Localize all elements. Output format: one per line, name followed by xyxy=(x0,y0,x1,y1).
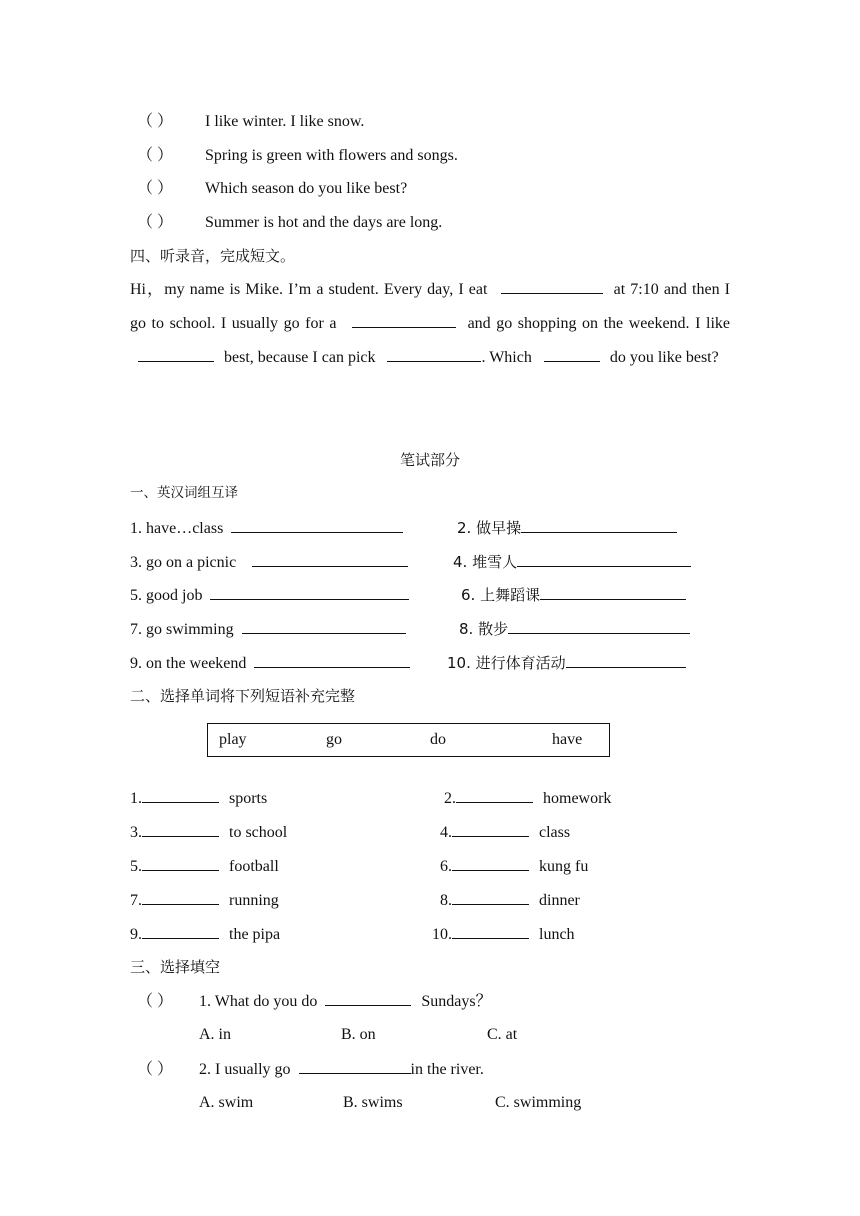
choice-option[interactable]: A. swim xyxy=(199,1094,254,1111)
cloze-text: . Which xyxy=(481,349,532,366)
choice-option[interactable]: C. swimming xyxy=(495,1094,582,1111)
fill-item xyxy=(440,822,570,843)
phrase-text: 9. on the weekend xyxy=(130,655,247,672)
cloze-text: at 7:10 and then I go to school. I usually go for a xyxy=(130,281,731,332)
phrase-text: 3. go on a picnic xyxy=(130,554,237,571)
translation-item xyxy=(459,619,690,640)
answer-blank[interactable] xyxy=(566,653,686,668)
section-heading: 三、选择填空 xyxy=(130,958,221,976)
translation-item xyxy=(130,552,408,573)
answer-paren[interactable]: （ ） xyxy=(137,1061,174,1078)
answer-blank[interactable] xyxy=(210,585,409,600)
statement-row xyxy=(137,146,458,166)
statement-text: Spring is green with flowers and songs. xyxy=(205,147,458,164)
section-heading: 二、选择单词将下列短语补充完整 xyxy=(130,687,356,705)
answer-paren[interactable]: （ ） xyxy=(137,993,174,1010)
item-number: 1. xyxy=(130,790,142,807)
phrase-text: lunch xyxy=(539,926,575,943)
cloze-blank[interactable] xyxy=(544,347,600,362)
phrase-text: the pipa xyxy=(229,926,281,943)
translation-item xyxy=(130,619,406,640)
answer-blank[interactable] xyxy=(452,822,529,837)
answer-blank[interactable] xyxy=(508,619,690,634)
translation-item xyxy=(130,585,409,606)
word-bank-item: play xyxy=(219,731,247,748)
phrase-text: 10. 进行体育活动 xyxy=(447,654,566,672)
answer-blank[interactable] xyxy=(142,856,219,871)
choice-option[interactable]: B. on xyxy=(341,1026,376,1043)
phrase-text: 7. go swimming xyxy=(130,621,234,638)
translation-item xyxy=(130,653,410,674)
phrase-text: 8. 散步 xyxy=(459,620,509,638)
answer-blank[interactable] xyxy=(456,788,533,803)
phrase-text: kung fu xyxy=(539,858,589,875)
statement-text: I like winter. I like snow. xyxy=(205,113,365,130)
item-number: 6. xyxy=(440,858,452,875)
translation-item xyxy=(447,653,686,674)
word-bank-item: have xyxy=(552,731,583,748)
answer-blank[interactable] xyxy=(452,924,529,939)
phrase-text: class xyxy=(539,824,571,841)
translation-item xyxy=(453,552,691,573)
answer-blank[interactable] xyxy=(142,822,219,837)
cloze-text: best, because I can pick xyxy=(224,349,376,366)
item-number: 7. xyxy=(130,892,142,909)
translation-item xyxy=(130,518,403,539)
section-heading: 一、英汉词组互译 xyxy=(130,485,238,501)
statement-text: Summer is hot and the days are long. xyxy=(205,214,443,231)
statement-row xyxy=(137,179,407,199)
answer-paren[interactable]: （ ） xyxy=(137,180,174,197)
cloze-text: and go shopping on the weekend. I like xyxy=(467,315,731,332)
item-number: 2. xyxy=(444,790,456,807)
translation-item xyxy=(461,585,686,606)
answer-blank[interactable] xyxy=(540,585,686,600)
answer-blank[interactable] xyxy=(242,619,406,634)
choice-option[interactable]: A. in xyxy=(199,1026,231,1043)
phrase-text: 6. 上舞蹈课 xyxy=(461,586,541,604)
answer-paren[interactable]: （ ） xyxy=(137,113,174,130)
section-heading: 四、听录音，完成短文。 xyxy=(130,247,296,265)
word-bank-box xyxy=(207,723,610,757)
cloze-blank[interactable] xyxy=(138,347,214,362)
phrase-text: sports xyxy=(229,790,268,807)
answer-blank[interactable] xyxy=(142,890,219,905)
answer-blank[interactable] xyxy=(452,890,529,905)
phrase-text: 4. 堆雪人 xyxy=(453,553,518,571)
item-number: 3. xyxy=(130,824,142,841)
choice-question xyxy=(137,991,492,1012)
phrase-text: to school xyxy=(229,824,288,841)
fill-item xyxy=(130,822,287,843)
word-bank-item: do xyxy=(430,731,446,748)
phrase-text: homework xyxy=(543,790,612,807)
item-number: 10. xyxy=(432,926,452,943)
statement-text: Which season do you like best? xyxy=(205,180,408,197)
question-text: in the river. xyxy=(410,1061,484,1078)
answer-blank[interactable] xyxy=(517,552,691,567)
answer-blank[interactable] xyxy=(142,924,219,939)
phrase-text: 1. have…class xyxy=(130,520,224,537)
answer-blank[interactable] xyxy=(521,518,677,533)
item-number: 4. xyxy=(440,824,452,841)
choice-option[interactable]: C. at xyxy=(487,1026,518,1043)
fill-item xyxy=(130,924,280,945)
answer-blank[interactable] xyxy=(325,991,411,1006)
fill-item xyxy=(444,788,611,809)
phrase-text: 2. 做早操 xyxy=(457,519,522,537)
cloze-paragraph xyxy=(130,273,730,375)
answer-blank[interactable] xyxy=(142,788,219,803)
cloze-text: do you like best? xyxy=(609,349,719,366)
question-text: 2. I usually go xyxy=(199,1061,291,1078)
answer-paren[interactable]: （ ） xyxy=(137,147,174,164)
item-number: 8. xyxy=(440,892,452,909)
answer-blank[interactable] xyxy=(252,552,408,567)
choice-option[interactable]: B. swims xyxy=(343,1094,403,1111)
fill-item xyxy=(440,890,580,911)
phrase-text: football xyxy=(229,858,279,875)
fill-item xyxy=(130,788,267,809)
phrase-text: dinner xyxy=(539,892,580,909)
word-bank-item: go xyxy=(326,731,342,748)
answer-blank[interactable] xyxy=(254,653,410,668)
cloze-blank[interactable] xyxy=(352,313,456,328)
item-number: 9. xyxy=(130,926,142,943)
phrase-text: 5. good job xyxy=(130,587,203,604)
question-text: Sundays？ xyxy=(421,993,492,1010)
written-part-title: 笔试部分 xyxy=(399,451,460,469)
answer-blank[interactable] xyxy=(231,518,403,533)
fill-item xyxy=(130,856,279,877)
statement-row xyxy=(137,213,442,233)
fill-item xyxy=(130,890,279,911)
cloze-blank[interactable] xyxy=(387,347,481,362)
answer-blank[interactable] xyxy=(299,1059,411,1074)
fill-item xyxy=(432,924,575,945)
answer-blank[interactable] xyxy=(452,856,529,871)
choice-question xyxy=(137,1059,484,1080)
fill-item xyxy=(440,856,588,877)
item-number: 5. xyxy=(130,858,142,875)
answer-paren[interactable]: （ ） xyxy=(137,214,174,231)
phrase-text: running xyxy=(229,892,279,909)
cloze-blank[interactable] xyxy=(501,279,603,294)
question-text: 1. What do you do xyxy=(199,993,318,1010)
cloze-text: Hi，my name is Mike. I’m a student. Every day, I eat xyxy=(130,281,488,298)
statement-row xyxy=(137,112,364,132)
translation-item xyxy=(457,518,677,539)
